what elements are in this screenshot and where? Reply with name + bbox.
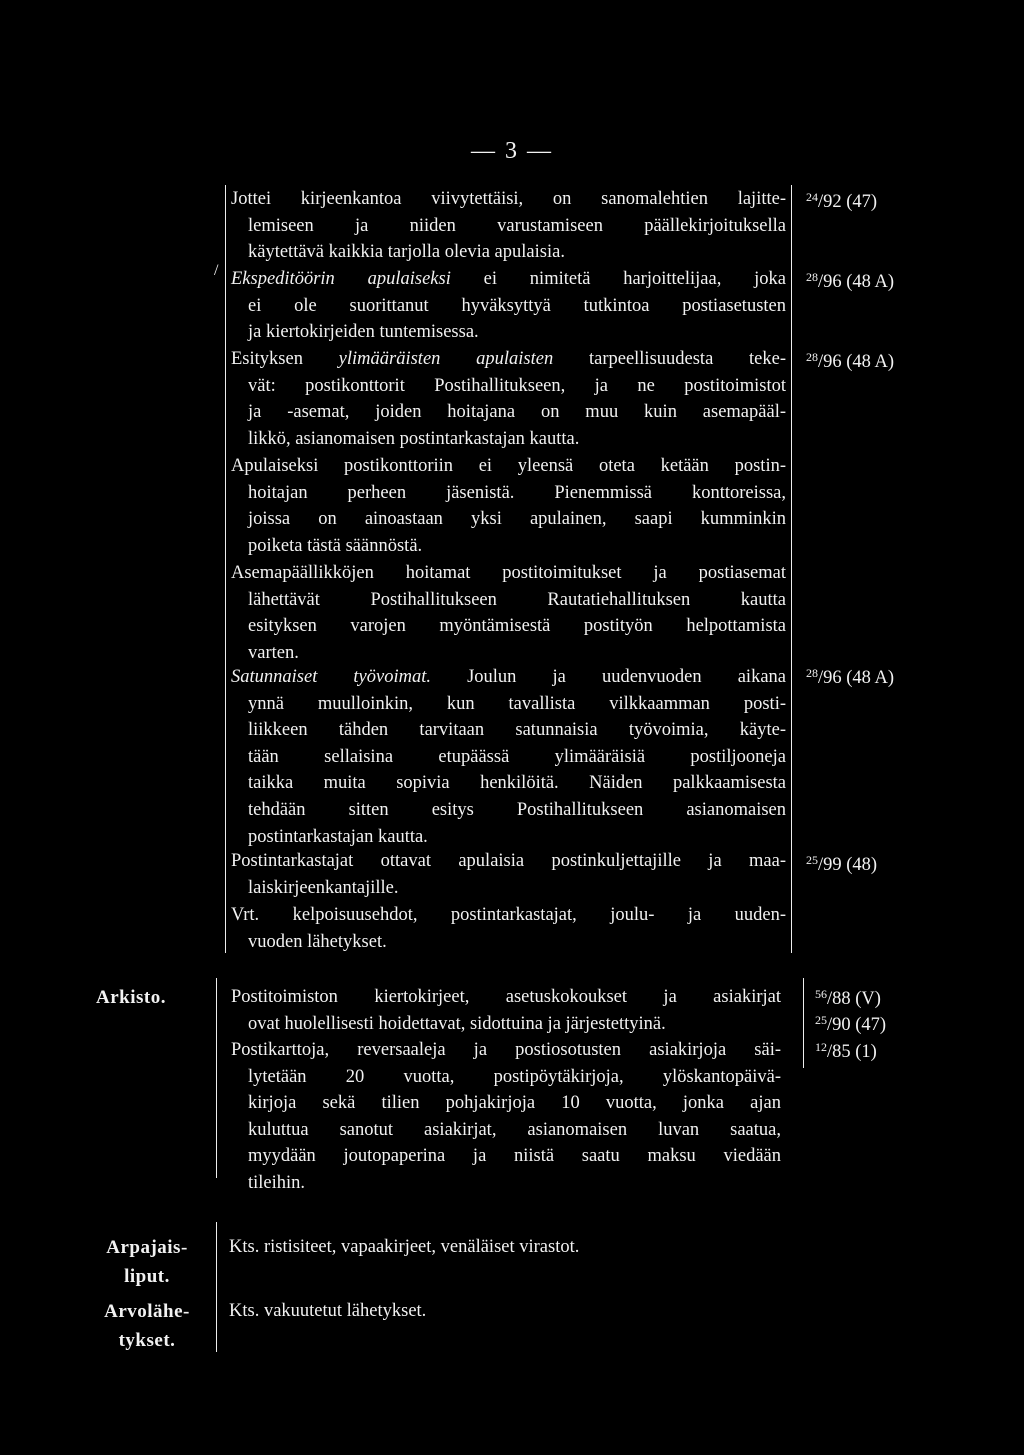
text-line: lähettävät Postihallitukseen Rautatiehallituksen kautta xyxy=(248,589,786,610)
reference-number: 56 xyxy=(815,987,827,1001)
left-rule-bottom xyxy=(216,1222,217,1352)
text-line: ovat huolellisesti hoidettavat, sidottuina ja järjestettyinä. xyxy=(248,1013,666,1034)
text-line: esityksen varojen myöntämisestä postityön helpottamista xyxy=(248,616,786,637)
text-line: ja -asemat, joiden hoitajana on muu kuin asemapääl- xyxy=(248,402,786,423)
reference xyxy=(806,853,877,876)
section-heading-arpajaisliput xyxy=(82,1233,212,1291)
paragraph-asemapaallikot xyxy=(231,560,786,666)
text-line: Vrt. kelpoisuusehdot, postintarkastajat, joulu- ja uuden- xyxy=(231,905,786,925)
text-line: kuluttua sanotut asiakirjat, asianomaisen luvan saatua, xyxy=(248,1119,781,1140)
reference-number: 25 xyxy=(806,853,818,867)
text-line: Postitoimiston kiertokirjeet, asetuskokoukset ja asiakirjat xyxy=(231,987,781,1007)
reference-number: 12 xyxy=(815,1040,827,1054)
heading-line: liput. xyxy=(124,1266,170,1287)
reference xyxy=(815,1013,886,1036)
paragraph-ekspeditoori xyxy=(231,266,786,346)
left-rule-top xyxy=(225,185,226,953)
reference xyxy=(815,987,881,1010)
reference xyxy=(806,270,894,293)
text-line: ei ole suorittanut hyväksyttyä tutkintoa postiasetusten xyxy=(248,295,786,316)
text-line: kirjoja sekä tilien pohjakirjoja 10 vuotta, jonka ajan xyxy=(248,1093,781,1114)
text-line: taikka muita sopivia henkilöitä. Näiden palkkaamisesta xyxy=(248,773,786,794)
reference-number: 28 xyxy=(806,350,818,364)
left-rule-arkisto xyxy=(216,978,217,1178)
paragraph-postintarkastajat xyxy=(231,848,786,901)
text-line: Apulaiseksi postikonttoriin ei yleensä oteta ketään postin- xyxy=(231,456,786,476)
paragraph-vrt xyxy=(231,902,786,955)
paragraph-apulaiseksi xyxy=(231,453,786,559)
paragraph-ylimaaraiset xyxy=(231,346,786,452)
paragraph-arvolahetykset xyxy=(229,1298,789,1325)
reference xyxy=(806,666,894,689)
text-line: likkö, asianomaisen postintarkastajan kautta. xyxy=(248,428,580,449)
text-span: tarpeellisuudesta teke- xyxy=(553,349,786,369)
paragraph-arkisto-1 xyxy=(231,984,781,1037)
text-span: ei nimitetä harjoittelijaa, joka xyxy=(450,269,786,289)
text-line: laiskirjeenkantajille. xyxy=(248,877,399,898)
reference-number: 25 xyxy=(815,1013,827,1027)
text-line: lemiseen ja niiden varustamiseen päällekirjoituksella xyxy=(248,215,786,236)
reference-number: 24 xyxy=(806,190,818,204)
reference-number: 28 xyxy=(806,666,818,680)
right-rule-arkisto xyxy=(803,978,804,1068)
reference-text: /96 (48 A) xyxy=(818,272,895,292)
text-line: lytetään 20 vuotta, postipöytäkirjoja, ylöskantopäivä- xyxy=(248,1066,781,1087)
heading-line: tykset. xyxy=(118,1330,176,1351)
text-line: käytettävä kaikkia tarjolla olevia apulaisia. xyxy=(248,242,565,263)
text-line: myydään joutopaperina ja niistä saatu maksu viedään xyxy=(248,1146,781,1167)
section-heading-arvolahetykset xyxy=(80,1297,214,1355)
paragraph-satunnaiset xyxy=(231,664,786,850)
text-line: vuoden lähetykset. xyxy=(248,931,387,952)
heading-line: Arpajais- xyxy=(106,1237,188,1258)
text-line xyxy=(231,266,786,293)
text-line: tään sellaisina etupäässä ylimääräisiä postiljooneja xyxy=(248,746,786,767)
reference xyxy=(806,190,877,213)
reference-text: /96 (48 A) xyxy=(818,668,895,688)
italic-term: Satunnaiset työvoimat. xyxy=(231,667,431,687)
reference-text: /90 (47) xyxy=(827,1015,887,1035)
paragraph-arkisto-2 xyxy=(231,1037,781,1197)
text-line: ja kiertokirjeiden tuntemisessa. xyxy=(248,322,479,343)
italic-term: Ekspeditöörin apulaiseksi xyxy=(231,269,451,289)
reference xyxy=(806,350,894,373)
margin-mark: / xyxy=(214,262,219,279)
reference-text: /99 (48) xyxy=(818,855,878,875)
reference-text: /96 (48 A) xyxy=(818,352,895,372)
reference-number: 28 xyxy=(806,270,818,284)
text-line: Kts. vakuutetut lähetykset. xyxy=(229,1301,427,1321)
text-line xyxy=(231,346,786,373)
reference xyxy=(815,1040,877,1063)
text-span: Esityksen xyxy=(231,349,339,369)
reference-text: /88 (V) xyxy=(827,989,881,1009)
text-line: Postintarkastajat ottavat apulaisia postinkuljettajille ja maa- xyxy=(231,851,786,871)
reference-text: /92 (47) xyxy=(818,192,878,212)
text-line: postintarkastajan kautta. xyxy=(248,826,428,847)
italic-term: ylimääräisten apulaisten xyxy=(338,349,554,369)
text-span: Joulun ja uudenvuoden aikana xyxy=(431,667,786,687)
section-heading-arkisto: Arkisto. xyxy=(96,987,166,1008)
text-line: Kts. ristisiteet, vapaakirjeet, venäläiset virastot. xyxy=(229,1237,580,1257)
reference-text: /85 (1) xyxy=(827,1042,877,1062)
text-line xyxy=(231,664,786,691)
text-line: varten. xyxy=(248,642,299,663)
paragraph-arpajaisliput xyxy=(229,1234,789,1261)
text-line: vät: postikonttorit Postihallitukseen, ja ne postitoimistot xyxy=(248,375,786,396)
page-number: — 3 — xyxy=(471,138,553,164)
heading-line: Arvolähe- xyxy=(104,1301,190,1322)
text-line: Asemapäällikköjen hoitamat postitoimitukset ja postiasemat xyxy=(231,563,786,583)
text-line: ynnä muulloinkin, kun tavallista vilkkaamman posti- xyxy=(248,693,786,714)
text-line: Jottei kirjeenkantoa viivytettäisi, on sanomalehtien lajitte- xyxy=(231,189,786,209)
paragraph-kirjeenkanto xyxy=(231,186,786,266)
text-line: Postikarttoja, reversaaleja ja postiosotusten asiakirjoja säi- xyxy=(231,1040,781,1060)
right-rule-top xyxy=(791,185,792,953)
text-line: poiketa tästä säännöstä. xyxy=(248,535,423,556)
text-line: tehdään sitten esitys Postihallitukseen asianomaisen xyxy=(248,799,786,820)
text-line: tileihin. xyxy=(248,1172,306,1193)
text-line: joissa on ainoastaan yksi apulainen, saapi kumminkin xyxy=(248,509,786,530)
text-line: liikkeen tähden tarvitaan satunnaisia työvoimia, käyte- xyxy=(248,720,786,741)
text-line: hoitajan perheen jäsenistä. Pienemmissä konttoreissa, xyxy=(248,482,786,503)
